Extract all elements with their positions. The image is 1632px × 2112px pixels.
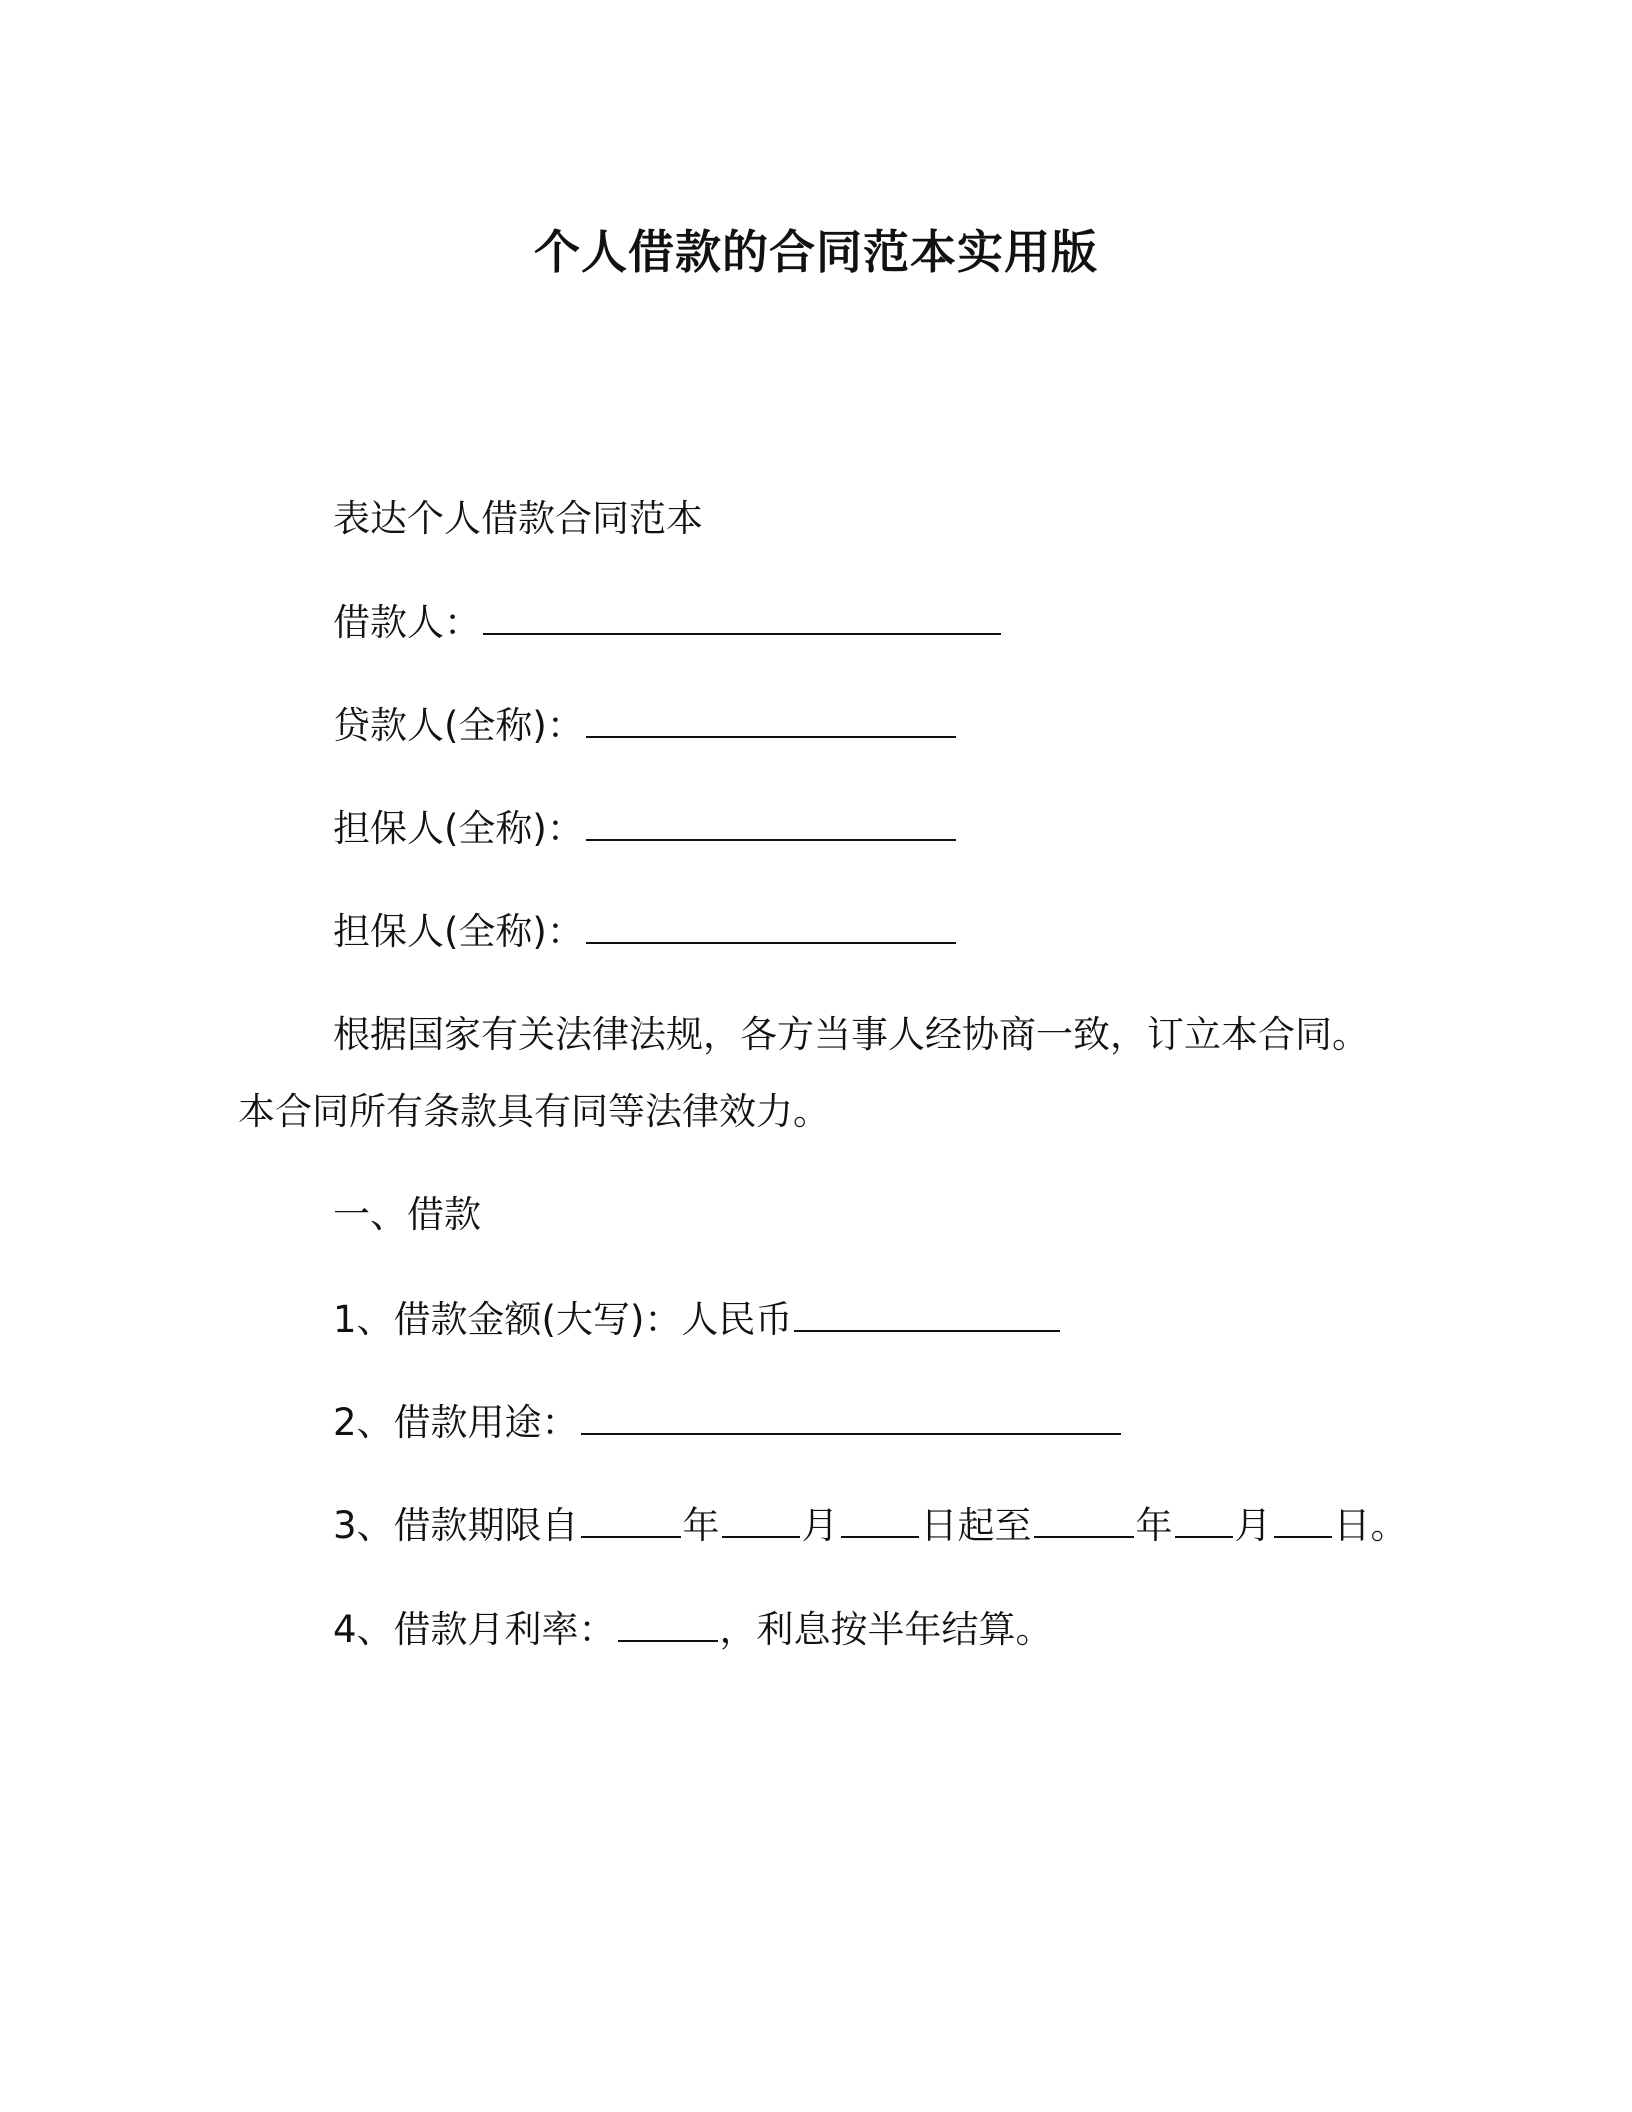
preamble-line-2: 本合同所有条款具有同等法律效力。 [238,1090,830,1133]
guarantor2-line [333,906,958,957]
start-month-blank[interactable] [722,1500,800,1538]
clause-3-year-1: 年 [682,1504,720,1547]
clause-4-line [333,1604,1053,1655]
clause-1-line [333,1294,1062,1345]
clause-4-prefix: 4、借款月利率： [333,1608,616,1651]
loan-amount-blank[interactable] [794,1294,1060,1332]
guarantor2-label: 担保人(全称)： [333,910,584,953]
document-title: 个人借款的合同范本实用版 [534,225,1098,279]
clause-3-month-1: 月 [801,1504,839,1547]
start-year-blank[interactable] [581,1500,681,1538]
clause-3-day-end: 日。 [1333,1504,1408,1547]
guarantor2-blank[interactable] [586,906,956,944]
clause-3-line [333,1500,1408,1551]
monthly-rate-blank[interactable] [618,1604,718,1642]
lender-blank[interactable] [586,700,956,738]
clause-2-label: 2、借款用途： [333,1401,579,1444]
end-year-blank[interactable] [1034,1500,1134,1538]
document-heading: 表达个人借款合同范本 [333,497,703,540]
clause-3-day-from: 日起至 [920,1504,1032,1547]
clause-3-year-2: 年 [1135,1504,1173,1547]
lender-line [333,700,958,751]
borrower-blank[interactable] [483,597,1001,635]
clause-3-month-2: 月 [1234,1504,1272,1547]
end-month-blank[interactable] [1175,1500,1233,1538]
clause-2-line [333,1397,1123,1448]
guarantor1-label: 担保人(全称)： [333,807,584,850]
guarantor1-line [333,803,958,854]
preamble-line-1: 根据国家有关法律法规，各方当事人经协商一致，订立本合同。 [333,1013,1369,1056]
clause-3-prefix: 3、借款期限自 [333,1504,579,1547]
loan-purpose-blank[interactable] [581,1397,1121,1435]
clause-1-label: 1、借款金额(大写)：人民币 [333,1298,793,1341]
start-day-blank[interactable] [841,1500,919,1538]
borrower-line [333,597,1003,648]
section-1-heading: 一、借款 [333,1193,481,1236]
clause-4-suffix: ，利息按半年结算。 [719,1608,1053,1651]
guarantor1-blank[interactable] [586,803,956,841]
borrower-label: 借款人： [333,601,481,644]
lender-label: 贷款人(全称)： [333,704,584,747]
end-day-blank[interactable] [1274,1500,1332,1538]
